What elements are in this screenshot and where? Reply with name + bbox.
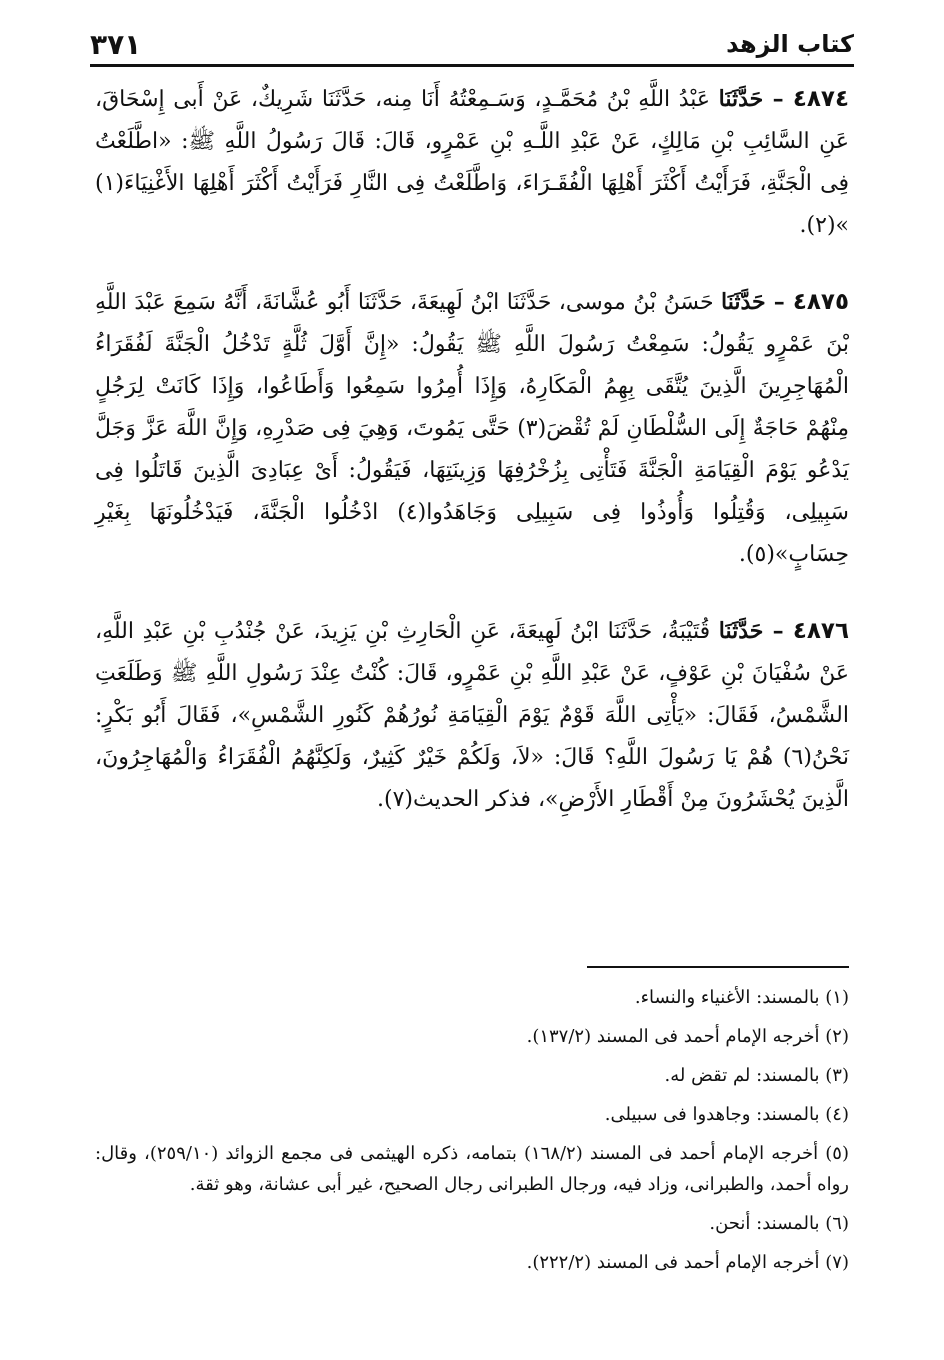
hadith-opening: حَدَّثَنَا [718,86,764,112]
hadith-4876 [95,610,849,821]
hadith-number: ٤٨٧٦ [792,618,849,644]
footnote-text: أخرجه الإمام أحمد فى المسند (١٦٨/٢) بتمامه، ذكره الهيثمى فى مجمع الزوائد (٢٥٩/١٠)، وقال: رواه أحمد، والطبرانى، وزاد فيه، ورجال الطبرانى رجال الصحيح، غير أبى عشانة، وهو ثقة. [95,1143,849,1195]
hadith-dash: – [765,289,793,315]
footnote-text: أخرجه الإمام أحمد فى المسند (٢٢٢/٢). [526,1252,820,1273]
footnote-1 [95,982,849,1013]
footnote-marker: (٥) [825,1143,849,1164]
footnote-2 [95,1021,849,1052]
hadith-list [95,78,849,855]
hadith-number: ٤٨٧٤ [792,86,849,112]
hadith-number: ٤٨٧٥ [792,289,849,315]
footnote-text: بالمسند: أنحن. [709,1213,820,1234]
footnote-text: بالمسند: وجاهدوا فى سبيلى. [604,1104,820,1125]
footnote-4 [95,1099,849,1130]
footnote-marker: (٦) [825,1213,849,1234]
hadith-4874 [95,78,849,247]
footnote-7 [95,1247,849,1278]
hadith-text: عَبْدُ اللَّهِ بْنُ مُحَمَّـدٍ، وَسَـمِعْتُهُ أَنَا مِنه، حَدَّثَنَا شَرِيكٌ، عَنْ أَبى إِسْحَاقَ، عَنِ السَّائِبِ بْنِ مَالِكٍ، عَنْ عَبْدِ اللَّـهِ بْنِ عَمْرٍو، قَالَ: قَالَ رَسُولُ اللَّهِ ﷺ: «اطَّلَعْتُ فِى الْجَنَّةِ، فَرَأَيْتُ أَكْثَرَ أَهْلِهَا الْفُقَـرَاءَ، وَاطَّلَعْتُ فِى النَّارِ فَرَأَيْتُ أَكْثَرَ أَهْلِهَا الأَغْنِيَاءَ(١) »(٢). [95,87,849,238]
hadith-opening: حَدَّثَنَا [718,618,764,644]
footnote-5 [95,1138,849,1200]
hadith-dash: – [763,86,793,112]
footnote-marker: (٧) [825,1252,849,1273]
running-header [90,28,854,67]
footnote-marker: (١) [825,987,849,1008]
hadith-text: قُتَيْبَةُ، حَدَّثَنَا ابْنُ لَهِيعَةَ، عَنِ الْحَارِثِ بْنِ يَزِيدَ، عَنْ جُنْدُبِ بْنِ عَبْدِ اللَّهِ، عَنْ سُفْيَانَ بْنِ عَوْفٍ، عَنْ عَبْدِ اللَّهِ بْنِ عَمْرٍو، قَالَ: كُنْتُ عِنْدَ رَسُولِ اللَّهِ ﷺ وَطَلَعَتِ الشَّمْسُ، فَقَالَ: «يَأْتِى اللَّهَ قَوْمٌ يَوْمَ الْقِيَامَةِ نُورُهُمْ كَنُورِ الشَّمْسِ»، فَقَالَ أَبُو بَكْرٍ: نَحْنُ(٦) هُمْ يَا رَسُولَ اللَّهِ؟ قَالَ: «لاَ، وَلَكُمْ خَيْرٌ كَثِيرٌ، وَلَكِنَّهُمُ الْفُقَرَاءُ وَالْمُهَاجِرُونَ، الَّذِينَ يُحْشَرُونَ مِنْ أَقْطَارِ الأَرْضِ»، فذكر الحديث(٧). [95,619,849,812]
book-title: كتاب الزهد [726,30,854,58]
footnote-text: بالمسند: لم تقض له. [664,1065,820,1086]
footnote-6 [95,1208,849,1239]
footnote-text: بالمسند: الأغنياء والنساء. [634,987,820,1008]
footnote-list [95,982,849,1286]
footnote-text: أخرجه الإمام أحمد فى المسند (١٣٧/٢). [526,1026,820,1047]
footnote-divider [587,966,849,968]
hadith-text: حَسَنُ بْنُ موسى، حَدَّثَنَا ابْنُ لَهِيعَةَ، حَدَّثَنَا أَبُو عُشَّانَةَ، أَنَّهُ سَمِعَ عَبْدَ اللَّهِ بْنَ عَمْرٍو يَقُولُ: سَمِعْتُ رَسُولَ اللَّهِ ﷺ يَقُولُ: «إِنَّ أَوَّلَ ثُلَّةٍ تَدْخُلُ الْجَنَّةَ لَفُقَرَاءُ الْمُهَاجِرِينَ الَّذِينَ يُتَّقَى بِهِمُ الْمَكَارِهُ، وَإِذَا أُمِرُوا سَمِعُوا وَأَطَاعُوا، وَإِذَا كَانَتْ لِرَجُلٍ مِنْهُمْ حَاجَةٌ إِلَى السُّلْطَانِ لَمْ تُقْضَ(٣) حَتَّى يَمُوتَ، وَهِيَ فِى صَدْرِهِ، وَإِنَّ اللَّهَ عَزَّ وَجَلَّ يَدْعُو يَوْمَ الْقِيَامَةِ الْجَنَّةَ فَتَأْتِى بِزُخْرُفِهَا وَزِينَتِهَا، فَيَقُولُ: أَىْ عِبَادِىَ الَّذِينَ قَاتَلُوا فِى سَبِيلِى، وَقُتِلُوا وَأُوذُوا فِى سَبِيلِى وَجَاهَدُوا(٤) ادْخُلُوا الْجَنَّةَ، فَيَدْخُلُونَهَا بِغَيْرِ حِسَابٍ»(٥). [95,290,849,567]
page-number: ٣٧١ [90,28,142,61]
hadith-4875 [95,281,849,576]
footnote-marker: (٢) [825,1026,849,1047]
footnote-3 [95,1060,849,1091]
hadith-dash: – [763,618,793,644]
footnote-marker: (٤) [825,1104,849,1125]
hadith-opening: حَدَّثَنَا [720,289,766,315]
footnote-marker: (٣) [825,1065,849,1086]
